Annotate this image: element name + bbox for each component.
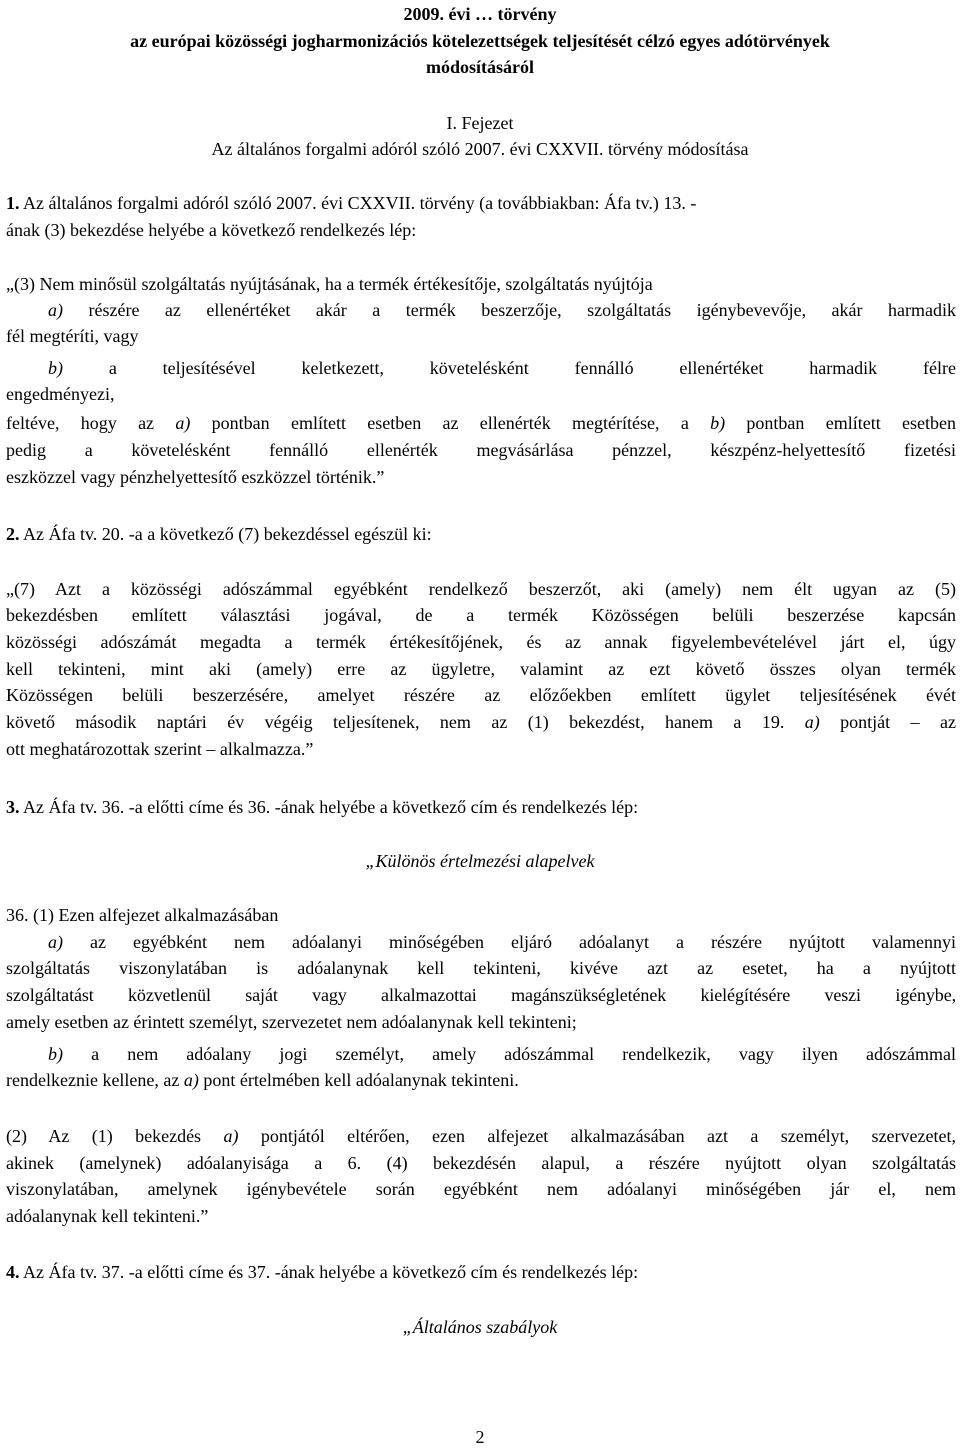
para-36-b-text-2: rendelkeznie kellene, az: [6, 1070, 184, 1090]
quote-7-text-2: pontját – az: [819, 712, 956, 732]
quote-7-line-4: kell tekinteni, mint aki (amely) erre az ügyletre, valamint az ezt követő összes olyan termék: [6, 659, 956, 679]
para-36-2-line-3: viszonylatában, amelynek igénybevétele során egyébként nem adóalanyi minőségében jár el, nem: [6, 1179, 956, 1199]
section-4-heading: „Általános szabályok: [402, 1317, 558, 1337]
proviso-text-1: feltéve, hogy az: [6, 413, 176, 433]
law-subtitle-line-2: módosításáról: [426, 57, 534, 77]
quote-7-text-1: követő második naptári év végéig teljesítenek, nem az (1) bekezdést, hanem a 19.: [6, 712, 805, 732]
page-number: 2: [475, 1427, 485, 1447]
point-b-text: a teljesítésével keletkezett, követelésként fennálló ellenértéket harmadik félre: [63, 358, 956, 378]
para-36-2-line-4: adóalanynak kell tekinteni.”: [6, 1206, 209, 1226]
para-36-a-text: az egyébként nem adóalanyi minőségében eljáró adóalanyt a részére nyújtott valamennyi: [63, 932, 956, 952]
section-2-line: [6, 522, 956, 547]
proviso-line-3: eszközzel vagy pénzhelyettesítő eszközzel történik.”: [6, 467, 385, 487]
para-36-a-line-3: szolgáltatást közvetlenül saját vagy alkalmazottai magánszükségletének kielégítésére veszi igénybe,: [6, 985, 956, 1005]
chapter-title: Az általános forgalmi adóról szóló 2007. évi CXXVII. törvény módosítása: [211, 139, 749, 159]
law-title: 2009. évi … törvény: [403, 4, 557, 24]
para-36-a-line-2: szolgáltatás viszonylatában is adóalanynak kell tekinteni, kivéve azt az esetet, ha a nyújtott: [6, 958, 956, 978]
para-36-b-ref-a: a): [183, 1070, 199, 1090]
section-4-line: [6, 1260, 956, 1285]
section-2-text: Az Áfa tv. 20. -a a következő (7) bekezdéssel egészül ki:: [19, 524, 432, 544]
point-a-line-1: [48, 298, 956, 323]
quote-7-line-6: [6, 710, 956, 735]
section-1-text: Az általános forgalmi adóról szóló 2007. évi CXXVII. törvény (a továbbiakban: Áfa tv.) 13. -: [19, 193, 697, 213]
proviso-ref-b: b): [710, 413, 726, 433]
proviso-text-2: pontban említett esetben az ellenérték megtérítése, a: [190, 413, 711, 433]
para-36-2-ref-a: a): [223, 1126, 239, 1146]
point-b-line-1: [48, 356, 956, 381]
quote-7-line-7: ott meghatározottak szerint – alkalmazza.”: [6, 739, 314, 759]
section-2-number: 2.: [6, 524, 20, 544]
para-36-b-label: b): [48, 1044, 63, 1064]
para-36-a-label: a): [48, 932, 63, 952]
section-1-number: 1.: [6, 193, 20, 213]
para-36-2-text-1: (2) Az (1) bekezdés: [6, 1126, 224, 1146]
para-36-2-text-2: pontjától eltérően, ezen alfejezet alkalmazásában azt a személyt, szervezetet,: [238, 1126, 956, 1146]
point-b-label: b): [48, 358, 63, 378]
section-3-text: Az Áfa tv. 36. -a előtti címe és 36. -ának helyébe a következő cím és rendelkezés lép:: [19, 797, 639, 817]
section-3-line: [6, 795, 956, 820]
para-36-2-line-1: [6, 1124, 956, 1149]
quote-7-ref-a: a): [804, 712, 820, 732]
section-1-line-2: ának (3) bekezdése helyébe a következő rendelkezés lép:: [6, 220, 417, 240]
quote-7-line-3: közösségi adószámát megadta a termék értékesítőjének, és az annak figyelembevételével járt el, úgy: [6, 632, 956, 652]
section-1-line-1: [6, 191, 956, 216]
law-subtitle-line-1: az európai közösségi jogharmonizációs kötelezettségek teljesítését célzó egyes adótörvények: [130, 31, 830, 51]
quote-7-line-2: bekezdésben említett választási jogával, de a termék Közösségen belüli beszerzése kapcsán: [6, 605, 956, 625]
point-a-label: a): [48, 300, 63, 320]
quote-3-intro: „(3) Nem minősül szolgáltatás nyújtásának, ha a termék értékesítője, szolgáltatás nyújtója: [6, 274, 653, 294]
para-36-line: 36. (1) Ezen alfejezet alkalmazásában: [6, 905, 279, 925]
para-36-b-line-2: [6, 1068, 956, 1093]
chapter-number: I. Fejezet: [446, 113, 514, 133]
proviso-ref-a: a): [175, 413, 191, 433]
section-4-text: Az Áfa tv. 37. -a előtti címe és 37. -ának helyébe a következő cím és rendelkezés lép:: [19, 1262, 639, 1282]
para-36-2-line-2: akinek (amelynek) adóalanyisága a 6. (4) bekezdésén alapul, a részére nyújtott olyan szolgáltatás: [6, 1153, 956, 1173]
para-36-a-line-4: amely esetben az érintett személyt, szervezetet nem adóalanynak kell tekinteni;: [6, 1012, 577, 1032]
section-3-number: 3.: [6, 797, 20, 817]
para-36-b-text-3: pont értelmében kell adóalanynak tekinteni.: [198, 1070, 519, 1090]
section-4-number: 4.: [6, 1262, 20, 1282]
point-b-line-2: engedményezi,: [6, 384, 115, 404]
section-3-heading: „Különös értelmezési alapelvek: [365, 851, 595, 871]
proviso-line-2: pedig a követelésként fennálló ellenérték megvásárlása pénzzel, készpénz-helyettesítő fizetési: [6, 440, 956, 460]
proviso-text-3: pontban említett esetben: [725, 413, 956, 433]
para-36-b-line-1: [48, 1042, 956, 1067]
quote-7-line-1: „(7) Azt a közösségi adószámmal egyébként rendelkező beszerzőt, aki (amely) nem élt ugyan az (5): [6, 579, 956, 599]
quote-7-line-5: Közösségen belüli beszerzésére, amelyet részére az előzőekben említett ügylet teljesítésének évét: [6, 685, 956, 705]
point-a-line-2: fél megtéríti, vagy: [6, 326, 139, 346]
para-36-b-text: a nem adóalany jogi személyt, amely adószámmal rendelkezik, vagy ilyen adószámmal: [63, 1044, 956, 1064]
proviso-line-1: [6, 411, 956, 436]
para-36-a-line-1: [48, 930, 956, 955]
point-a-text: részére az ellenértéket akár a termék beszerzője, szolgáltatás igénybevevője, akár harmadik: [63, 300, 956, 320]
